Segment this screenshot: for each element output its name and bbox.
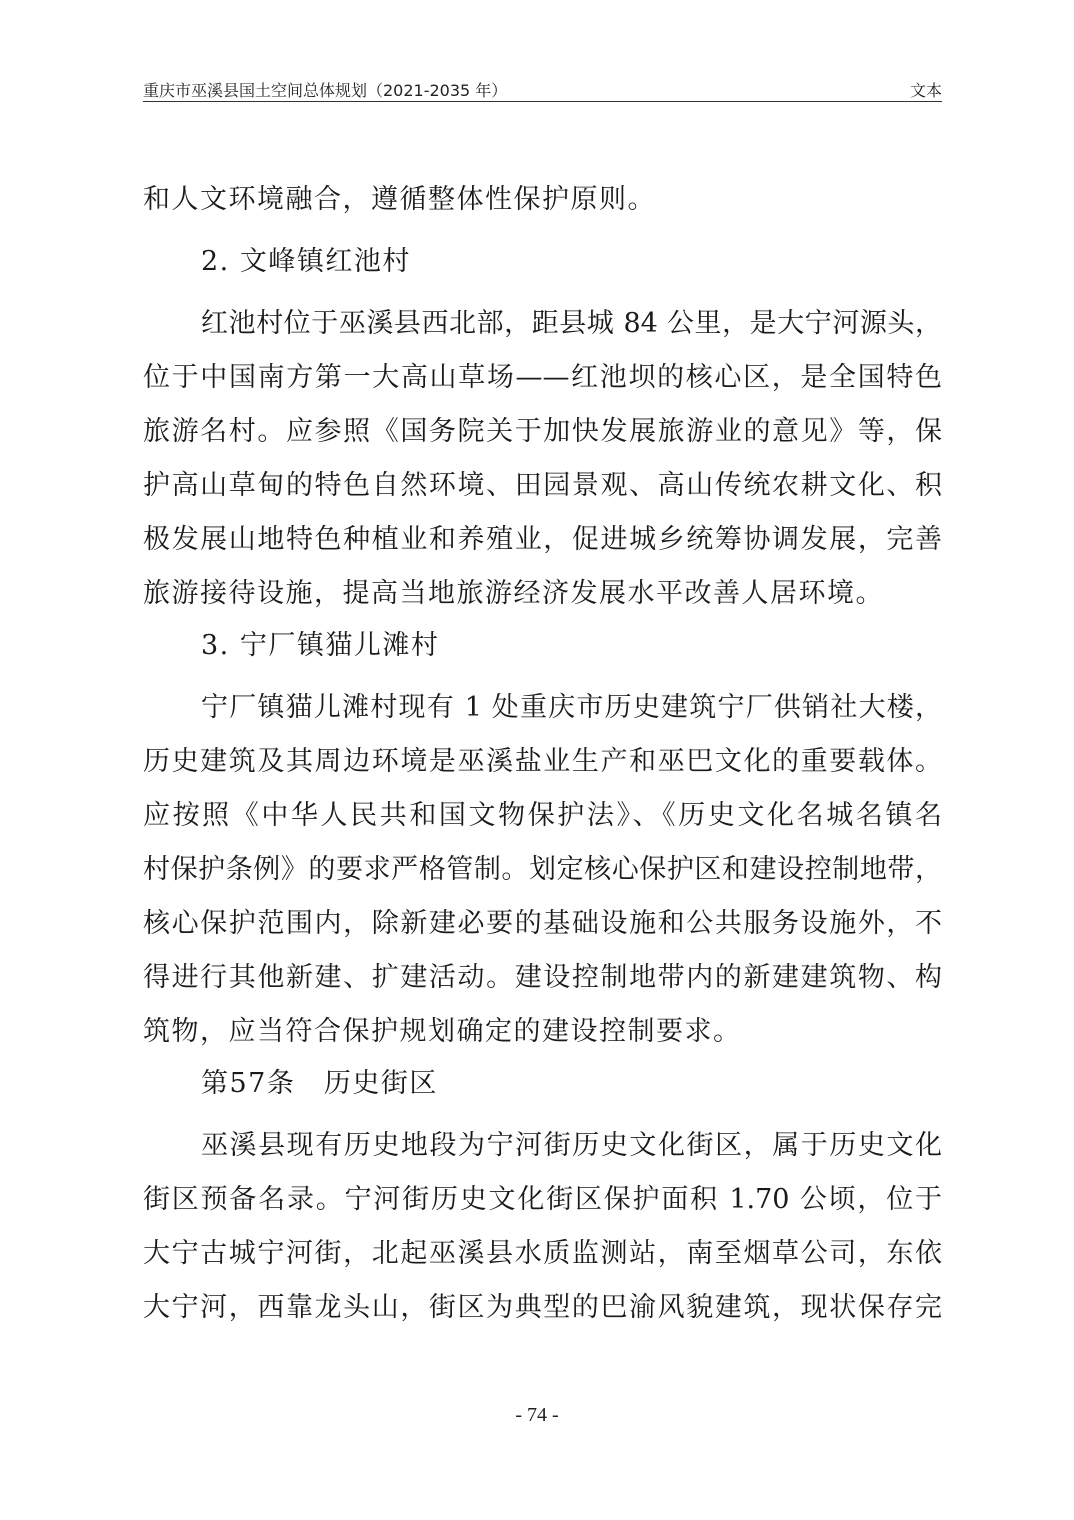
text-line: 极发展山地特色种植业和养殖业，促进城乡统筹协调发展，完善: [143, 524, 942, 555]
text-line: 旅游接待设施，提高当地旅游经济发展水平改善人居环境。: [143, 578, 884, 609]
text-line: 红池村位于巫溪县西北部，距县城 84 公里，是大宁河源头，: [201, 308, 942, 339]
page-header: [143, 74, 942, 100]
section-heading: 3. 宁厂镇猫儿滩村: [201, 630, 440, 661]
text-line: 核心保护范围内，除新建必要的基础设施和公共服务设施外，不: [143, 908, 942, 939]
text-line: 巫溪县现有历史地段为宁河街历史文化街区，属于历史文化: [201, 1130, 942, 1161]
text-line: 大宁古城宁河街，北起巫溪县水质监测站，南至烟草公司，东依: [143, 1238, 942, 1269]
text-line: 得进行其他新建、扩建活动。建设控制地带内的新建建筑物、构: [143, 962, 942, 993]
text-line: 筑物，应当符合保护规划确定的建设控制要求。: [143, 1016, 742, 1047]
article-heading: 第57条 历史街区: [201, 1068, 438, 1099]
section-heading: 2. 文峰镇红池村: [201, 246, 411, 277]
text-line: 旅游名村。应参照《国务院关于加快发展旅游业的意见》等，保: [143, 416, 942, 447]
text-line: 位于中国南方第一大高山草场——红池坝的核心区，是全国特色: [143, 362, 942, 393]
document-type-label: 文本: [909, 81, 942, 100]
text-line: 护高山草甸的特色自然环境、田园景观、高山传统农耕文化、积: [143, 470, 942, 501]
text-line: 街区预备名录。宁河街历史文化街区保护面积 1.70 公顷，位于: [143, 1184, 942, 1215]
text-line: 宁厂镇猫儿滩村现有 1 处重庆市历史建筑宁厂供销社大楼，: [201, 692, 942, 723]
text-line: 和人文环境融合，遵循整体性保护原则。: [143, 184, 656, 215]
text-line: 大宁河，西靠龙头山，街区为典型的巴渝风貌建筑，现状保存完: [143, 1292, 942, 1323]
text-line: 村保护条例》的要求严格管制。划定核心保护区和建设控制地带，: [143, 854, 942, 885]
text-line: 历史建筑及其周边环境是巫溪盐业生产和巫巴文化的重要载体。: [143, 746, 942, 777]
document-title: 重庆市巫溪县国土空间总体规划（2021-2035 年）: [143, 81, 508, 100]
page-number: - 74 -: [515, 1404, 559, 1426]
text-line: 应按照《中华人民共和国文物保护法》、《历史文化名城名镇名: [143, 800, 942, 831]
header-divider: [143, 101, 942, 102]
